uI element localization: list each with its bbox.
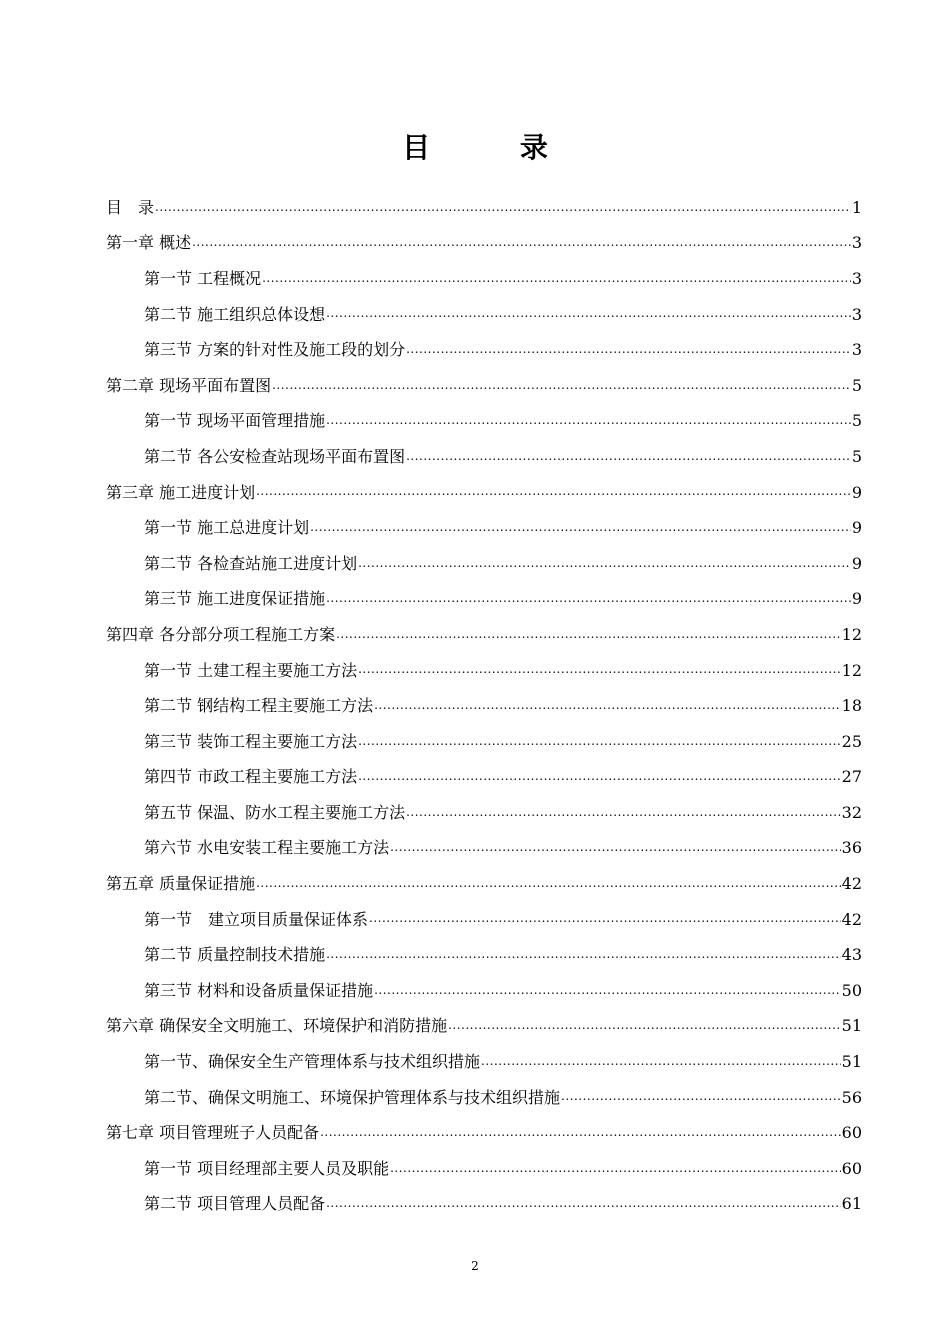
toc-entry[interactable] — [106, 190, 862, 226]
toc-leader-dots — [374, 695, 841, 724]
toc-entry-page-number: 5 — [851, 446, 862, 466]
toc-entry-text: 第五章 质量保证措施 — [106, 874, 256, 894]
toc-leader-dots — [256, 481, 851, 510]
toc-entry-page-number: 12 — [841, 660, 862, 680]
toc-entry[interactable] — [106, 1080, 862, 1116]
toc-entry-page-number: 9 — [851, 553, 862, 573]
toc-leader-dots — [310, 517, 851, 546]
toc-entry-text: 第一节 施工总进度计划 — [144, 518, 310, 538]
toc-leader-dots — [481, 1051, 841, 1080]
toc-leader-dots — [326, 1193, 841, 1222]
toc-leader-dots — [406, 339, 851, 368]
toc-entry-page-number: 32 — [841, 802, 862, 822]
toc-entry[interactable] — [106, 1115, 862, 1151]
toc-entry[interactable] — [106, 1044, 862, 1080]
toc-entry[interactable] — [106, 475, 862, 511]
toc-entry-page-number: 12 — [841, 624, 862, 644]
toc-entry-text: 第一节、确保安全生产管理体系与技术组织措施 — [144, 1052, 481, 1072]
toc-entry[interactable] — [106, 617, 862, 653]
toc-entry-page-number: 5 — [851, 411, 862, 431]
toc-entry[interactable] — [106, 760, 862, 796]
toc-entry-text: 第二节 钢结构工程主要施工方法 — [144, 696, 374, 716]
toc-entry-page-number: 42 — [841, 909, 862, 929]
toc-entry-page-number: 60 — [841, 1158, 862, 1178]
toc-entry-text: 第二节 各检查站施工进度计划 — [144, 553, 358, 573]
toc-entry-text: 第四节 市政工程主要施工方法 — [144, 767, 358, 787]
toc-entry-page-number: 51 — [841, 1052, 862, 1072]
toc-leader-dots — [272, 375, 851, 404]
toc-entry-text: 第三节 装饰工程主要施工方法 — [144, 731, 358, 751]
toc-leader-dots — [326, 944, 841, 973]
toc-entry[interactable] — [106, 831, 862, 867]
toc-entry-text: 目 录 — [106, 197, 155, 217]
toc-entry[interactable] — [106, 902, 862, 938]
toc-entry[interactable] — [106, 724, 862, 760]
toc-entry-page-number: 3 — [851, 304, 862, 324]
toc-leader-dots — [369, 908, 841, 937]
toc-entry-page-number: 43 — [841, 945, 862, 965]
toc-entry[interactable] — [106, 1009, 862, 1045]
toc-leader-dots — [406, 446, 851, 475]
toc-entry[interactable] — [106, 1187, 862, 1223]
toc-entry-text: 第一节 项目经理部主要人员及职能 — [144, 1158, 390, 1178]
toc-entry-page-number: 56 — [841, 1087, 862, 1107]
toc-entry[interactable] — [106, 866, 862, 902]
toc-entry[interactable] — [106, 937, 862, 973]
toc-leader-dots — [262, 268, 851, 297]
toc-leader-dots — [326, 588, 851, 617]
toc-entry-text: 第四章 各分部分项工程施工方案 — [106, 624, 336, 644]
toc-entry-page-number: 27 — [841, 767, 862, 787]
toc-entry[interactable] — [106, 439, 862, 475]
toc-entry-page-number: 9 — [851, 482, 862, 502]
toc-entry[interactable] — [106, 297, 862, 333]
toc-leader-dots — [336, 624, 841, 653]
toc-entry-page-number: 3 — [851, 340, 862, 360]
toc-entry-text: 第二节 施工组织总体设想 — [144, 304, 326, 324]
toc-entry[interactable] — [106, 688, 862, 724]
toc-entry-text: 第六节 水电安装工程主要施工方法 — [144, 838, 390, 858]
toc-leader-dots — [192, 232, 851, 261]
toc-entry-text: 第二节 项目管理人员配备 — [144, 1194, 326, 1214]
toc-entry-page-number: 25 — [841, 731, 862, 751]
toc-leader-dots — [326, 303, 851, 332]
toc-entry[interactable] — [106, 546, 862, 582]
toc-entry-page-number: 36 — [841, 838, 862, 858]
toc-entry-text: 第三节 施工进度保证措施 — [144, 589, 326, 609]
page-footer-number: 2 — [471, 1259, 479, 1273]
toc-entry-text: 第三章 施工进度计划 — [106, 482, 256, 502]
toc-entry-text: 第一节 土建工程主要施工方法 — [144, 660, 358, 680]
toc-entry[interactable] — [106, 368, 862, 404]
toc-entry-page-number: 1 — [851, 197, 862, 217]
toc-entry-page-number: 42 — [841, 874, 862, 894]
toc-entry[interactable] — [106, 332, 862, 368]
toc-entry-text: 第二节、确保文明施工、环境保护管理体系与技术组织措施 — [144, 1087, 561, 1107]
toc-entry-page-number: 60 — [841, 1123, 862, 1143]
toc-leader-dots — [406, 802, 841, 831]
toc-entry-text: 第二章 现场平面布置图 — [106, 375, 272, 395]
toc-entry-page-number: 50 — [841, 980, 862, 1000]
toc-entry-text: 第二节 各公安检查站现场平面布置图 — [144, 446, 406, 466]
toc-leader-dots — [358, 553, 851, 582]
toc-entry[interactable] — [106, 226, 862, 262]
toc-leader-dots — [448, 1015, 841, 1044]
toc-entry-text: 第五节 保温、防水工程主要施工方法 — [144, 802, 406, 822]
toc-entry[interactable] — [106, 404, 862, 440]
toc-entry-text: 第一节 建立项目质量保证体系 — [144, 909, 369, 929]
toc-leader-dots — [390, 837, 841, 866]
toc-leader-dots — [561, 1086, 841, 1115]
toc-entry-text: 第七章 项目管理班子人员配备 — [106, 1123, 320, 1143]
table-of-contents — [106, 190, 862, 1222]
toc-leader-dots — [155, 197, 851, 226]
toc-entry-page-number: 18 — [841, 696, 862, 716]
toc-leader-dots — [358, 659, 841, 688]
toc-entry-page-number: 61 — [841, 1194, 862, 1214]
page-title: 目 录 — [402, 131, 588, 164]
toc-entry[interactable] — [106, 653, 862, 689]
toc-entry-text: 第三节 材料和设备质量保证措施 — [144, 980, 374, 1000]
toc-entry[interactable] — [106, 1151, 862, 1187]
toc-entry[interactable] — [106, 795, 862, 831]
toc-entry-text: 第六章 确保安全文明施工、环境保护和消防措施 — [106, 1016, 448, 1036]
toc-leader-dots — [358, 766, 841, 795]
toc-entry-text: 第三节 方案的针对性及施工段的划分 — [144, 340, 406, 360]
toc-leader-dots — [374, 980, 841, 1009]
toc-entry-page-number: 9 — [851, 518, 862, 538]
toc-leader-dots — [320, 1122, 841, 1151]
toc-entry[interactable] — [106, 261, 862, 297]
toc-entry-page-number: 5 — [851, 375, 862, 395]
toc-entry[interactable] — [106, 973, 862, 1009]
toc-entry-text: 第一节 现场平面管理措施 — [144, 411, 326, 431]
toc-leader-dots — [390, 1158, 841, 1187]
toc-entry[interactable] — [106, 582, 862, 618]
toc-entry-page-number: 51 — [841, 1016, 862, 1036]
toc-entry-text: 第一章 概述 — [106, 233, 192, 253]
toc-entry-text: 第二节 质量控制技术措施 — [144, 945, 326, 965]
toc-entry-page-number: 9 — [851, 589, 862, 609]
toc-entry-text: 第一节 工程概况 — [144, 268, 262, 288]
toc-entry-page-number: 3 — [851, 268, 862, 288]
toc-leader-dots — [326, 410, 851, 439]
toc-leader-dots — [358, 731, 841, 760]
toc-entry-page-number: 3 — [851, 233, 862, 253]
toc-leader-dots — [256, 873, 841, 902]
toc-entry[interactable] — [106, 510, 862, 546]
